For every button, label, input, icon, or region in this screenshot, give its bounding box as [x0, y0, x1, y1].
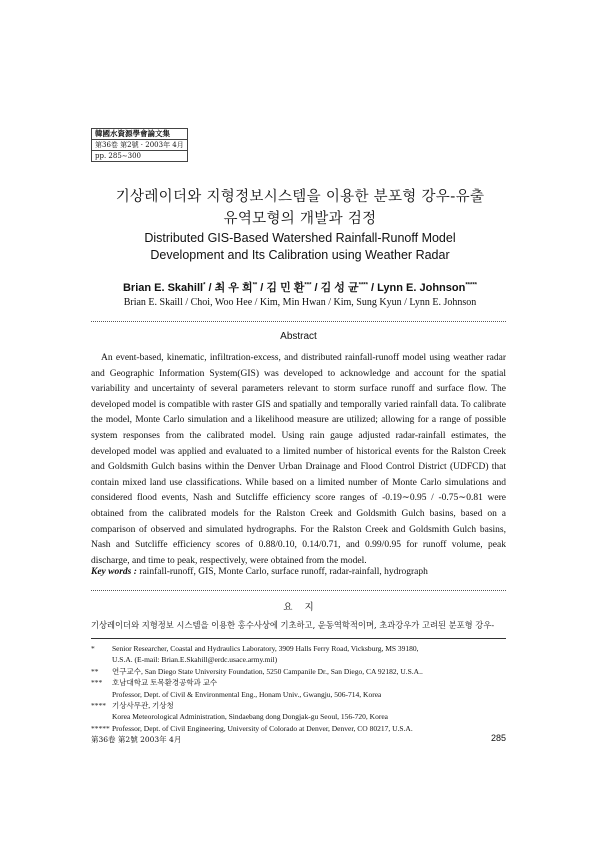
footnote-text: 기상사무관, 기상청	[112, 701, 174, 711]
page-number: 285	[490, 733, 506, 743]
journal-name: 韓國水資源學會論文集	[92, 129, 187, 140]
abstract-body: An event-based, kinematic, infiltration-excess, and distributed rainfall-runoff model using weather radar and Geographic Information System(GIS) was developed to acknowledge and account for the spatial variability and uncertainty of several parameters relevant to storm surface runoff and surface flow. The developed model is compatible with raster GIS and spatially and temporally varied rainfall data. To calibrate the model, Monte Carlo simulation and a likelihood measure are utilized; allowing for a range of possible system responses from the calibrated model. Using rain gauge adjusted radar-rainfall estimates, the developed model was applied and evaluated to a limited number of historical events for the Ralston Creek and Goldsmith Gulch basins within the Denver Urban Drainage and Flood Control District (UDFCD) that contain mixed land use classifications. While based on a limited number of Monte Carlo simulations and considered flood events, Nash and Sutcliffe efficiency score ranges of -0.19∼0.95 / -0.75∼0.81 were obtained from the calibrated models for the Ralston Creek and Goldsmith Gulch basins, based on a comparison of observed and simulated hydrographs. For the Ralston Creek and Goldsmith Gulch basins, Nash and Sutcliffe efficiency scores of 0.88/0.10, 0.14/0.71, and 0.99/0.95 for runoff volume, peak discharge, and time to peak, respectively, were obtained from the model.	[91, 353, 506, 566]
footnote-text: Professor, Dept. of Civil & Environmental Eng., Honam Univ., Gwangju, 506-714, Korea	[112, 689, 382, 699]
author-mark: *	[203, 282, 206, 289]
author-list-korean: Brian E. Skahill* / 최 우 희** / 김 민 환*** / 김 성 균**** / Lynn E. Johnson*****	[122, 282, 478, 294]
footnote-item	[91, 654, 506, 665]
title-english-line1: Distributed GIS-Based Watershed Rainfall-Runoff Model	[144, 231, 456, 245]
author-mark: ****	[358, 282, 368, 289]
journal-pages: pp. 285∼300	[95, 152, 141, 160]
divider-dotted	[91, 321, 506, 322]
author-name: 김 민 환	[266, 282, 305, 294]
yoji-body: 기상레이더와 지형정보 시스템을 이용한 홍수사상에 기초하고, 운동역학적이며, 초과강우가 고려된 분포형 강우-	[91, 620, 495, 630]
footnote-mark: *	[91, 644, 95, 653]
journal-volume-issue: 第36卷 第2號 · 2003年 4月	[92, 140, 187, 151]
author-mark: **	[252, 282, 258, 289]
yoji-heading: 요 지	[283, 602, 314, 613]
footnote-text: Korea Meteorological Administration, Sindaebang dong Dongjak-gu Seoul, 156-720, Korea	[112, 712, 388, 722]
footnote-item	[91, 711, 506, 722]
footnote-item	[91, 666, 506, 677]
footnote-item	[91, 723, 506, 734]
author-mark: *****	[465, 282, 478, 289]
footnote-text: 호남대학교 토목환경공학과 교수	[112, 678, 218, 688]
title-korean-line1: 기상레이더와 지형정보시스템을 이용한 분포형 강우-유출	[115, 189, 485, 205]
footnote-text: Senior Researcher, Coastal and Hydraulics Laboratory, 3909 Halls Ferry Road, Vicksburg, MS 39180,	[112, 644, 419, 653]
author-name: Lynn E. Johnson	[377, 282, 466, 294]
abstract-heading: Abstract	[280, 331, 317, 342]
footnote-separator	[91, 638, 506, 639]
keywords	[91, 566, 506, 579]
title-korean-line2: 유역모형의 개발과 검정	[223, 211, 377, 227]
footnote-text: 연구교수, San Diego State University Foundation, 5250 Campanile Dr., San Diego, CA 92182, U.S.A..	[112, 666, 423, 676]
author-name: Brian E. Skahill	[122, 282, 204, 294]
footnote-mark: **	[91, 666, 99, 676]
author-list-english: Brian E. Skaill / Choi, Woo Hee / Kim, Min Hwan / Kim, Sung Kyun / Lynn E. Johnson	[123, 297, 477, 308]
keywords-list: rainfall-runoff, GIS, Monte Carlo, surface runoff, radar-rainfall, hydrograph	[139, 567, 428, 577]
footnote-mark: *****	[91, 723, 110, 733]
author-name: 최 우 희	[214, 282, 253, 294]
footnote-item	[91, 677, 506, 688]
footnote-item	[91, 643, 506, 654]
journal-info-box	[91, 128, 188, 162]
title-english-line2: Development and Its Calibration using Weather Radar	[150, 248, 450, 262]
footnote-mark: ****	[91, 701, 106, 711]
footer-journal-issue: 第36卷 第2號 2003年 4月	[91, 735, 182, 744]
keywords-label: Key words :	[91, 567, 137, 577]
footnote-item	[91, 700, 506, 711]
footnote-mark: ***	[91, 678, 103, 688]
divider-dotted	[91, 590, 506, 591]
author-mark: ***	[304, 282, 312, 289]
footnotes	[91, 643, 506, 734]
author-name: 김 성 균	[320, 282, 359, 294]
footnote-text: U.S.A. (E-mail: Brian.E.Skahill@erdc.usace.army.mil)	[112, 655, 278, 665]
footnote-text: Professor, Dept. of Civil Engineering, University of Colorado at Denver, Denver, CO 80217, U.S.A.	[112, 723, 413, 733]
footnote-item	[91, 689, 506, 700]
